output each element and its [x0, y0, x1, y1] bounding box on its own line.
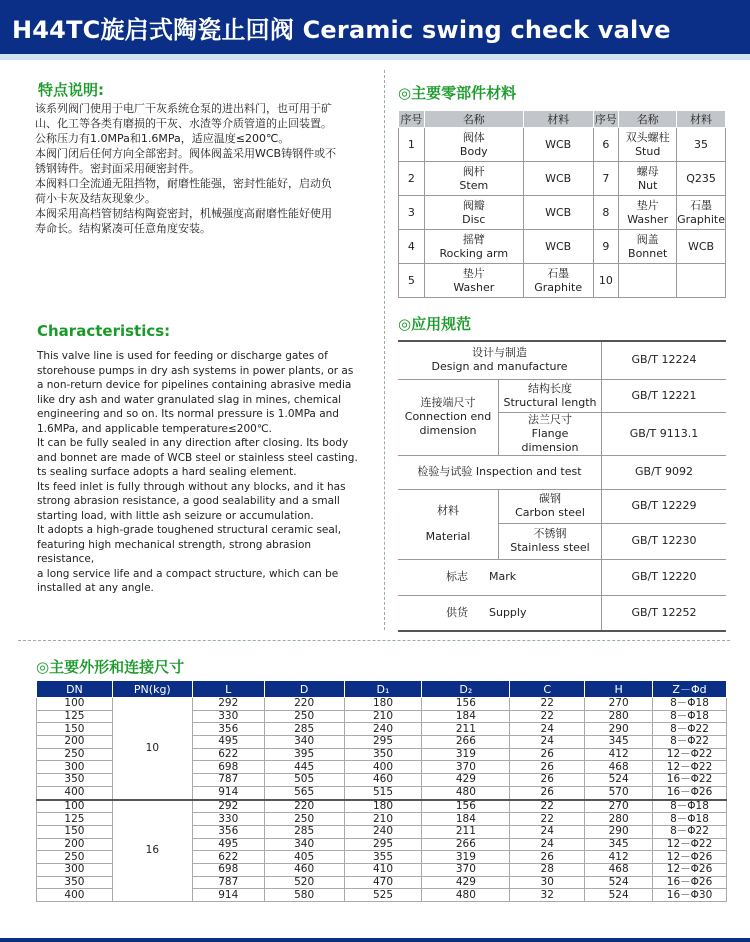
- part-material-a: Q235: [686, 171, 716, 185]
- dims-cell: 495: [192, 838, 264, 851]
- part-name-zh: 阀盖: [636, 232, 659, 246]
- dims-cell: 460: [344, 774, 422, 787]
- std-sublabel-zh: 碳钢: [539, 492, 561, 505]
- dims-cell: 24: [510, 838, 585, 851]
- dims-cell: 16－Φ26: [653, 876, 727, 889]
- parts-heading: ◎主要零部件材料: [398, 84, 517, 102]
- features-en-line: a long service life and a compact structure, which can be: [37, 567, 339, 580]
- parts-header-cell: 名称: [424, 111, 523, 128]
- part-name-en: Washer: [627, 212, 669, 226]
- std-value: GB/T 12221: [602, 379, 727, 412]
- std-row: [398, 379, 726, 412]
- std-sublabel: [499, 379, 602, 412]
- std-sublabel-zh: 法兰尺寸: [528, 412, 572, 426]
- parts-row: [399, 230, 726, 264]
- std-sublabel-en: Structural length: [503, 395, 597, 409]
- dims-cell: 12－Φ22: [653, 761, 727, 774]
- features-en-line: installed at any angle.: [37, 582, 154, 594]
- footer-bar: [0, 938, 750, 942]
- dims-cell: 505: [264, 774, 344, 787]
- part-name: [424, 162, 523, 196]
- dims-cell: 16－Φ30: [653, 889, 727, 902]
- dims-cell: 8－Φ22: [653, 736, 727, 749]
- dims-cell: 565: [264, 786, 344, 799]
- part-name: [424, 196, 523, 230]
- part-no: 4: [399, 230, 425, 264]
- dims-row: [37, 800, 727, 813]
- features-en-line: Its feed inlet is fully through without any blocks, and it has: [37, 480, 346, 493]
- std-label-zh: 设计与制造: [472, 346, 527, 360]
- part-name-zh: 摇臂: [462, 232, 485, 246]
- part-material-a: WCB: [687, 239, 715, 253]
- pn-cell: 16: [112, 800, 192, 902]
- std-label: [398, 595, 602, 631]
- parts-row: [399, 162, 726, 196]
- parts-table: [398, 110, 726, 298]
- dims-cell: 400: [344, 761, 422, 774]
- dn-cell: 250: [37, 748, 113, 761]
- dims-cell: 445: [264, 761, 344, 774]
- dims-cell: 22: [510, 698, 585, 711]
- std-row: [398, 341, 726, 379]
- dims-cell: 295: [344, 838, 422, 851]
- part-name-zh: 阀体: [462, 130, 485, 144]
- features-en-line: engineering and so on. Its normal pressure is 1.0MPa and: [37, 408, 339, 420]
- pn-cell: 10: [112, 698, 192, 800]
- std-label-zh: 供货: [446, 605, 468, 619]
- dn-cell: 350: [37, 876, 113, 889]
- dims-cell: 210: [344, 710, 422, 723]
- std-value: GB/T 12229: [602, 489, 727, 523]
- part-no: 7: [593, 162, 619, 196]
- features-en-heading: Characteristics:: [37, 322, 171, 340]
- dims-cell: 429: [422, 774, 510, 787]
- dims-cell: 319: [422, 748, 510, 761]
- dims-cell: 26: [510, 851, 585, 864]
- dims-cell: 184: [422, 710, 510, 723]
- features-zh-line: 本阀采用高档管韧结构陶瓷密封，机械强度高耐磨性能好使用: [35, 207, 332, 220]
- dn-cell: 125: [37, 710, 113, 723]
- dn-cell: 400: [37, 786, 113, 799]
- std-label-en: Inspection and test: [475, 465, 582, 478]
- part-no: 9: [593, 230, 619, 264]
- std-sublabel-zh: 结构长度: [528, 381, 572, 395]
- part-name-en: Disc: [462, 212, 486, 226]
- std-label: [398, 489, 499, 559]
- dims-header-cell: Z－Φd: [653, 681, 727, 698]
- dims-header-cell: L: [192, 681, 264, 698]
- part-name: [424, 230, 523, 264]
- part-name: [619, 230, 677, 264]
- dims-cell: 698: [192, 761, 264, 774]
- features-zh-line: 山、化工等各类有磨损的干灰、水渣等介质管道的止回装置。: [35, 117, 332, 130]
- dims-cell: 345: [585, 736, 653, 749]
- part-material: [677, 264, 726, 298]
- dims-cell: 330: [192, 813, 264, 826]
- dims-cell: 26: [510, 761, 585, 774]
- part-name: [619, 128, 677, 162]
- dims-cell: 470: [344, 876, 422, 889]
- part-material-a: 35: [694, 137, 709, 151]
- parts-header-row: [399, 111, 726, 128]
- dims-cell: 525: [344, 889, 422, 902]
- dims-cell: 28: [510, 863, 585, 876]
- dims-cell: 16－Φ22: [653, 774, 727, 787]
- dims-cell: 12－Φ22: [653, 838, 727, 851]
- features-en-line: ts sealing surface adopts a hard sealing element.: [37, 466, 297, 478]
- part-no: 8: [593, 196, 619, 230]
- dims-cell: 16－Φ26: [653, 786, 727, 799]
- dims-cell: 395: [264, 748, 344, 761]
- header-bar: [0, 0, 750, 54]
- std-label-en: Mark: [488, 570, 517, 583]
- dims-cell: 580: [264, 889, 344, 902]
- dims-cell: 8－Φ18: [653, 710, 727, 723]
- dims-header-cell: DN: [37, 681, 113, 698]
- std-sublabel: [499, 523, 602, 559]
- dims-cell: 24: [510, 736, 585, 749]
- part-material: WCB: [523, 162, 593, 196]
- dims-cell: 280: [585, 710, 653, 723]
- dims-cell: 914: [192, 786, 264, 799]
- dims-cell: 468: [585, 761, 653, 774]
- part-name-zh: 垫片: [462, 266, 485, 280]
- std-value: GB/T 12230: [602, 523, 727, 559]
- part-material-b: Graphite: [677, 212, 725, 226]
- dims-cell: 8－Φ22: [653, 723, 727, 736]
- features-en-line: This valve line is used for feeding or discharge gates of: [37, 350, 328, 362]
- std-value: GB/T 9113.1: [602, 412, 727, 455]
- dims-cell: 30: [510, 876, 585, 889]
- part-name-zh: 阀瓣: [462, 198, 485, 212]
- features-en-line: featuring high mechanical strength, strong abrasion resistance,: [37, 538, 312, 565]
- dn-cell: 100: [37, 698, 113, 711]
- dims-cell: 24: [510, 723, 585, 736]
- dims-cell: 356: [192, 825, 264, 838]
- part-material: WCB: [523, 128, 593, 162]
- std-value: GB/T 12220: [602, 559, 727, 595]
- dims-cell: 345: [585, 838, 653, 851]
- dims-cell: 211: [422, 825, 510, 838]
- standards-heading: ◎应用规范: [398, 315, 472, 333]
- section-divider: [18, 640, 730, 641]
- dims-cell: 914: [192, 889, 264, 902]
- std-label: [398, 341, 602, 379]
- dims-cell: 370: [422, 761, 510, 774]
- dims-cell: 26: [510, 748, 585, 761]
- std-label-en: Design and manufacture: [431, 360, 568, 374]
- part-name-en: Bonnet: [628, 246, 668, 260]
- page-title: H44TC旋启式陶瓷止回阀 Ceramic swing check valve: [12, 16, 671, 44]
- dn-cell: 150: [37, 825, 113, 838]
- dims-cell: 292: [192, 698, 264, 711]
- dims-cell: 240: [344, 723, 422, 736]
- features-en-line: like dry ash and water granulated slag in mines, chemical: [37, 393, 342, 406]
- dims-cell: 220: [264, 698, 344, 711]
- std-sublabel: [499, 489, 602, 523]
- part-name: [619, 196, 677, 230]
- dims-cell: 266: [422, 736, 510, 749]
- parts-header-cell: 序号: [593, 111, 619, 128]
- std-label: [398, 455, 602, 489]
- parts-row: [399, 196, 726, 230]
- std-sublabel-en: Stainless steel: [510, 541, 590, 554]
- std-row: [398, 455, 726, 489]
- dims-cell: 468: [585, 863, 653, 876]
- std-sublabel: [499, 412, 602, 455]
- dims-cell: 356: [192, 723, 264, 736]
- dims-cell: 350: [344, 748, 422, 761]
- dims-cell: 520: [264, 876, 344, 889]
- dims-cell: 8－Φ18: [653, 698, 727, 711]
- dims-header-cell: D: [264, 681, 344, 698]
- std-sublabel-zh: 不锈钢: [533, 527, 567, 540]
- std-label-en: Material: [425, 530, 471, 543]
- dims-cell: 290: [585, 825, 653, 838]
- dims-cell: 211: [422, 723, 510, 736]
- dn-cell: 125: [37, 813, 113, 826]
- dims-cell: 480: [422, 889, 510, 902]
- features-zh-text: [35, 101, 375, 236]
- dims-header-cell: C: [510, 681, 585, 698]
- part-material: [677, 196, 726, 230]
- std-label-zh: 连接端尺寸: [420, 396, 476, 409]
- std-row: [398, 489, 726, 523]
- std-label: [398, 559, 602, 595]
- dims-header-row: [37, 681, 727, 698]
- features-en-line: It can be fully sealed in any direction after closing. Its body: [37, 437, 349, 449]
- dims-cell: 22: [510, 813, 585, 826]
- dims-cell: 266: [422, 838, 510, 851]
- std-value: GB/T 12252: [602, 595, 727, 631]
- part-name: [619, 162, 677, 196]
- dims-cell: 524: [585, 889, 653, 902]
- header-stripe: [0, 54, 750, 60]
- std-value: GB/T 12224: [602, 341, 727, 379]
- dims-cell: 180: [344, 698, 422, 711]
- dims-cell: 8－Φ18: [653, 813, 727, 826]
- dn-cell: 300: [37, 761, 113, 774]
- part-name-en: Stud: [635, 144, 661, 158]
- dims-cell: 26: [510, 786, 585, 799]
- part-name-en: Body: [459, 144, 488, 158]
- column-divider: [384, 70, 385, 630]
- dims-cell: 8－Φ18: [653, 800, 727, 813]
- dims-cell: 405: [264, 851, 344, 864]
- part-no: 3: [399, 196, 425, 230]
- dims-cell: 292: [192, 800, 264, 813]
- dims-cell: 280: [585, 813, 653, 826]
- dims-cell: 8－Φ22: [653, 825, 727, 838]
- part-material: [677, 162, 726, 196]
- part-no: 1: [399, 128, 425, 162]
- features-zh-line: 公称压力有1.0MPa和1.6MPa，适应温度≤200℃。: [35, 132, 290, 145]
- parts-header-cell: 序号: [399, 111, 425, 128]
- dn-cell: 250: [37, 851, 113, 864]
- dims-cell: 460: [264, 863, 344, 876]
- dims-cell: 285: [264, 723, 344, 736]
- dims-cell: 524: [585, 876, 653, 889]
- part-name-zh: 螺母: [636, 164, 659, 178]
- dn-cell: 300: [37, 863, 113, 876]
- dims-cell: 319: [422, 851, 510, 864]
- dims-cell: 250: [264, 813, 344, 826]
- part-name-en: Washer: [453, 280, 495, 294]
- std-label-en: Connection end dimension: [404, 410, 492, 437]
- dims-cell: 622: [192, 748, 264, 761]
- part-material: 石墨 Graphite: [523, 264, 593, 298]
- part-name: [424, 128, 523, 162]
- dims-cell: 412: [585, 748, 653, 761]
- dims-cell: 12－Φ22: [653, 748, 727, 761]
- std-label-zh: 标志: [446, 570, 468, 583]
- dims-cell: 270: [585, 698, 653, 711]
- dims-cell: 340: [264, 736, 344, 749]
- std-sublabel-en: Flange dimension: [521, 426, 579, 454]
- features-en-line: starting load, with little ash seizure or accumulation.: [37, 509, 314, 522]
- part-material: [677, 230, 726, 264]
- dims-cell: 12－Φ26: [653, 851, 727, 864]
- features-zh-line: 寿命长。结构紧凑可任意角度安装。: [35, 222, 211, 235]
- features-en-line: a non-return device for pipelines containing abrasive media: [37, 379, 352, 391]
- dims-cell: 410: [344, 863, 422, 876]
- dims-cell: 698: [192, 863, 264, 876]
- dims-cell: 32: [510, 889, 585, 902]
- part-no: 5: [399, 264, 425, 298]
- std-label-zh: 检验与试验: [417, 465, 473, 478]
- features-en-line: strong abrasion resistance, a good sealability and a small: [37, 495, 340, 507]
- dims-heading: ◎主要外形和连接尺寸: [36, 658, 185, 676]
- std-label-zh: 材料: [437, 504, 459, 517]
- dims-cell: 495: [192, 736, 264, 749]
- part-material: WCB: [523, 196, 593, 230]
- dims-cell: 26: [510, 774, 585, 787]
- parts-header-cell: 材料: [677, 111, 726, 128]
- dims-cell: 22: [510, 800, 585, 813]
- dims-cell: 240: [344, 825, 422, 838]
- dims-cell: 24: [510, 825, 585, 838]
- dims-cell: 285: [264, 825, 344, 838]
- std-row: [398, 595, 726, 631]
- dn-cell: 200: [37, 736, 113, 749]
- dims-cell: 412: [585, 851, 653, 864]
- std-row: [398, 559, 726, 595]
- part-name-zh: 双头螺柱: [625, 130, 670, 144]
- dn-cell: 200: [37, 838, 113, 851]
- part-no: 6: [593, 128, 619, 162]
- part-name: [424, 264, 523, 298]
- features-en-line: 1.6MPa, and applicable temperature≤200℃.: [37, 422, 272, 435]
- standards-table: [398, 340, 726, 632]
- features-zh-heading: 特点说明:: [38, 81, 104, 99]
- dims-cell: 515: [344, 786, 422, 799]
- dn-cell: 100: [37, 800, 113, 813]
- features-en-line: storehouse pumps in dry ash systems in power plants, or as: [37, 364, 354, 377]
- dims-cell: 480: [422, 786, 510, 799]
- parts-row: [399, 128, 726, 162]
- part-no: 10: [593, 264, 619, 298]
- part-material: WCB: [523, 230, 593, 264]
- dims-row: [37, 698, 727, 711]
- dims-header-cell: D₂: [422, 681, 510, 698]
- features-zh-line: 锈钢铸件。密封面采用硬密封件。: [35, 162, 200, 175]
- features-zh-line: 本阀料口全流通无阻挡物，耐磨性能强，密封性能好，启动负: [35, 177, 332, 190]
- part-material: [677, 128, 726, 162]
- dims-cell: 340: [264, 838, 344, 851]
- dims-cell: 787: [192, 774, 264, 787]
- dims-cell: 22: [510, 710, 585, 723]
- std-label: [398, 379, 499, 455]
- parts-header-cell: 名称: [619, 111, 677, 128]
- std-sublabel-en: Carbon steel: [515, 506, 585, 519]
- dims-cell: 290: [585, 723, 653, 736]
- dims-cell: 220: [264, 800, 344, 813]
- dims-cell: 429: [422, 876, 510, 889]
- dims-cell: 156: [422, 800, 510, 813]
- dims-cell: 156: [422, 698, 510, 711]
- dims-header-cell: PN(kg): [112, 681, 192, 698]
- dims-cell: 355: [344, 851, 422, 864]
- features-en-line: and bonnet are made of WCB steel or stainless steel casting.: [37, 451, 358, 464]
- features-en-text: [37, 349, 367, 596]
- dims-cell: 787: [192, 876, 264, 889]
- features-zh-line: 本阀门闭后任何方向全部密封。阀体阀盖采用WCB铸钢件或不: [35, 147, 337, 160]
- part-no: 2: [399, 162, 425, 196]
- dims-cell: 370: [422, 863, 510, 876]
- dims-header-cell: H: [585, 681, 653, 698]
- dims-cell: 295: [344, 736, 422, 749]
- dn-cell: 150: [37, 723, 113, 736]
- dims-cell: 570: [585, 786, 653, 799]
- part-name-en: Stem: [459, 178, 489, 192]
- dims-cell: 12－Φ26: [653, 863, 727, 876]
- dn-cell: 400: [37, 889, 113, 902]
- dims-cell: 210: [344, 813, 422, 826]
- features-zh-line: 该系列阀门使用于电厂干灰系统仓泵的进出料门，也可用于矿: [35, 102, 332, 115]
- part-name-en: Rocking arm: [439, 246, 509, 260]
- std-label-en: Supply: [488, 605, 527, 619]
- part-name-en: Nut: [637, 178, 658, 192]
- features-zh-line: 荷小卡灰及结灰现象少。: [35, 192, 156, 205]
- std-value: GB/T 9092: [602, 455, 727, 489]
- dims-cell: 524: [585, 774, 653, 787]
- dims-header-cell: D₁: [344, 681, 422, 698]
- dims-cell: 622: [192, 851, 264, 864]
- dims-cell: 250: [264, 710, 344, 723]
- dims-cell: 180: [344, 800, 422, 813]
- dims-cell: 330: [192, 710, 264, 723]
- dims-cell: 184: [422, 813, 510, 826]
- part-name-zh: 阀杆: [462, 164, 485, 178]
- parts-row: [399, 264, 726, 298]
- part-name: [619, 264, 677, 298]
- dn-cell: 350: [37, 774, 113, 787]
- features-en-line: It adopts a high-grade toughened structural ceramic seal,: [37, 524, 342, 536]
- part-name-zh: 垫片: [636, 198, 659, 212]
- dims-cell: 270: [585, 800, 653, 813]
- dims-table: [36, 680, 727, 902]
- parts-header-cell: 材料: [523, 111, 593, 128]
- part-material-a: 石墨: [690, 198, 713, 212]
